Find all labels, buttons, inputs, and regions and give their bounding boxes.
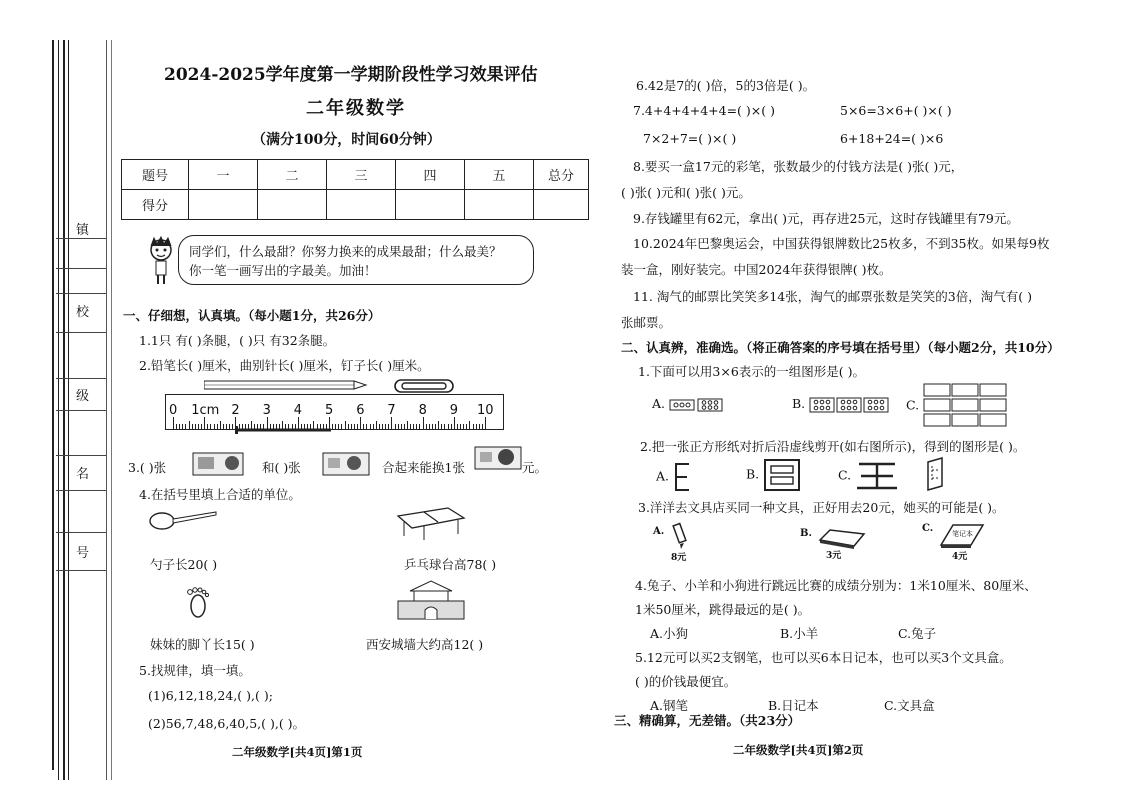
bubble-line-1: 同学们，什么最甜？你努力换来的成果最甜；什么最美？ xyxy=(189,244,502,259)
question-1-3d: 元。 xyxy=(522,460,548,475)
ruler-tick xyxy=(444,424,445,429)
section-2-title: 二、认真辨，准确选。（将正确答案的序号填在括号里）（每小题2分，共10分） xyxy=(621,340,1060,355)
ruler-number: 4 xyxy=(293,403,303,418)
ruler-tick xyxy=(195,424,196,429)
price-label: 8元 xyxy=(671,553,687,563)
option-2-2-a[interactable] xyxy=(656,462,693,492)
option-label: B. xyxy=(746,466,760,482)
ruler-tick xyxy=(441,424,442,429)
ruler-tick xyxy=(201,424,202,429)
score-input-cell[interactable] xyxy=(465,190,534,220)
ruler-tick xyxy=(198,424,199,429)
question-2-3: 3.洋洋去文具店买同一种文具，正好用去20元，她买的可能是( )。 xyxy=(638,500,1005,515)
ruler-tick xyxy=(214,424,215,429)
score-input-cell[interactable] xyxy=(258,190,327,220)
question-2-1: 1.下面可以用3×6表示的一组图形是( )。 xyxy=(638,364,866,379)
ruler-tick xyxy=(388,424,389,429)
option-2-4-a[interactable]: A.小狗 xyxy=(650,626,689,641)
dot-group-icon xyxy=(809,397,891,413)
question-1-1: 1.1只 有( )条腿，( )只 有32条腿。 xyxy=(139,333,336,348)
ruler-tick xyxy=(413,424,414,429)
option-label: C. xyxy=(922,523,934,534)
option-2-1-a[interactable] xyxy=(652,396,725,412)
ruler-tick xyxy=(338,424,339,429)
ruler-tick xyxy=(341,424,342,429)
ruler-tick xyxy=(379,424,380,429)
ruler-tick xyxy=(432,424,433,429)
score-header-cell: 一 xyxy=(189,160,258,190)
ruler-tick xyxy=(391,417,392,429)
question-1-8b: ( )张( )元和( )张( )元。 xyxy=(621,185,751,200)
ruler-tick xyxy=(173,417,174,429)
ruler-tick xyxy=(429,424,430,429)
score-input-cell[interactable] xyxy=(534,190,589,220)
question-2-5b: ( )的价钱最便宜。 xyxy=(635,674,737,689)
ruler-tick xyxy=(454,417,455,429)
ruler-tick xyxy=(345,421,346,429)
ruler-tick xyxy=(204,417,205,429)
ruler-number: 0 xyxy=(169,403,178,418)
exam-subject: 二年级数学 xyxy=(306,98,406,119)
option-2-2-c[interactable] xyxy=(838,461,899,491)
banknote-icon xyxy=(192,449,250,477)
ruler-tick xyxy=(354,424,355,429)
page-footer-1: 二年级数学[共4页]第1页 xyxy=(232,745,363,759)
eraser-icon xyxy=(816,528,866,550)
ruler-tick xyxy=(382,424,383,429)
ruler-tick xyxy=(220,421,221,429)
ruler-tick xyxy=(457,424,458,429)
score-header-cell: 五 xyxy=(465,160,534,190)
question-1-4a: 勺子长20( ) xyxy=(150,557,218,572)
option-2-3-a[interactable] xyxy=(653,522,694,563)
margin-label-number: 号 xyxy=(76,546,90,561)
ruler-number: 2 xyxy=(231,403,240,418)
question-1-3b: 和( )张 xyxy=(262,460,301,475)
option-2-5-a[interactable]: A.钢笔 xyxy=(650,698,689,713)
ruler-tick xyxy=(451,424,452,429)
cut-shape-icon xyxy=(673,462,693,492)
question-1-3a: 3.( )张 xyxy=(128,460,167,475)
ruler-tick xyxy=(395,424,396,429)
cut-shape-icon xyxy=(855,461,899,491)
ruler-tick xyxy=(476,424,477,429)
ruler-tick xyxy=(398,424,399,429)
option-2-3-c[interactable] xyxy=(922,523,987,562)
question-2-4b: 1米50厘米，跳得最远的是( )。 xyxy=(635,602,811,617)
ruler-number: 5 xyxy=(325,403,334,418)
option-2-5-c[interactable]: C.文具盒 xyxy=(884,698,935,713)
score-header-cell: 三 xyxy=(327,160,396,190)
margin-label-school: 校 xyxy=(76,305,90,320)
margin-label-class: 级 xyxy=(76,389,90,404)
price-label: 4元 xyxy=(952,552,968,562)
ruler-tick xyxy=(370,424,371,429)
city-wall-icon xyxy=(394,577,468,621)
option-2-4-b[interactable]: B.小羊 xyxy=(780,626,819,641)
dot-group-icon xyxy=(669,398,725,412)
ruler-tick xyxy=(401,424,402,429)
ruler-tick xyxy=(217,424,218,429)
ruler-tick xyxy=(363,424,364,429)
option-label: C. xyxy=(906,397,920,413)
ruler-tick xyxy=(479,424,480,429)
ruler-tick xyxy=(185,424,186,429)
question-1-11a: 11. 淘气的邮票比笑笑多14张，淘气的邮票张数是笑笑的3倍，淘气有( ) xyxy=(633,289,1032,304)
banknote-icon xyxy=(322,449,374,477)
question-1-4d: 西安城墙大约高12( ) xyxy=(366,637,484,652)
ruler-tick xyxy=(407,421,408,429)
section-3-title: 三、精确算，无差错。（共23分） xyxy=(614,713,801,728)
pen-icon xyxy=(668,522,694,550)
ruler-tick xyxy=(182,424,183,429)
option-2-1-b[interactable] xyxy=(792,396,891,413)
spoon-icon xyxy=(148,506,218,536)
option-2-2-b[interactable] xyxy=(746,458,801,492)
ruler-tick xyxy=(466,424,467,429)
question-1-4c: 妹妹的脚丫长15( ) xyxy=(150,637,255,652)
ruler-tick xyxy=(385,424,386,429)
option-2-4-c[interactable]: C.兔子 xyxy=(898,626,937,641)
ruler-tick xyxy=(438,421,439,429)
banknote-icon xyxy=(474,443,526,473)
option-label: B. xyxy=(800,528,812,539)
score-header-cell: 四 xyxy=(396,160,465,190)
question-1-7a: 7.4+4+4+4+4=( )×( ) xyxy=(633,103,775,118)
option-2-5-b[interactable]: B.日记本 xyxy=(768,698,819,713)
score-header-cell: 总分 xyxy=(534,160,589,190)
ruler-tick xyxy=(366,424,367,429)
question-1-6: 6.42是7的( )倍，5的3倍是( )。 xyxy=(636,78,816,93)
question-1-3c: 合起来能换1张 xyxy=(382,460,465,475)
ruler-tick xyxy=(179,424,180,429)
ruler-tick xyxy=(192,424,193,429)
ruler-number: 10 xyxy=(477,403,494,418)
pencil-icon xyxy=(204,379,368,391)
ruler-tick xyxy=(229,424,230,429)
dot-group-icon xyxy=(923,383,1009,427)
ping-pong-table-icon xyxy=(394,500,468,542)
question-1-4b: 乒乓球台高78( ) xyxy=(404,557,497,572)
question-1-8a: 8.要买一盒17元的彩笔，张数最少的付钱方法是( )张( )元， xyxy=(633,159,964,174)
ruler-tick xyxy=(460,424,461,429)
question-2-2: 2.把一张正方形纸对折后沿虚线剪开(如右图所示)，得到的图形是( )。 xyxy=(640,439,1026,454)
option-label: A. xyxy=(653,526,665,537)
nail-icon xyxy=(235,425,335,435)
question-1-7c: 7×2+7=( )×( ) xyxy=(643,131,737,146)
page-footer-2: 二年级数学[共4页]第2页 xyxy=(733,743,864,757)
option-label: C. xyxy=(838,467,852,483)
option-label: A. xyxy=(652,396,666,411)
ruler-tick xyxy=(232,424,233,429)
folded-paper-icon xyxy=(924,456,948,492)
ruler-tick xyxy=(416,424,417,429)
score-header-cell: 二 xyxy=(258,160,327,190)
ruler-number: 8 xyxy=(418,403,427,418)
price-label: 3元 xyxy=(826,551,842,561)
footprint-icon xyxy=(182,586,212,618)
option-label: B. xyxy=(792,396,806,411)
ruler-tick xyxy=(463,424,464,429)
question-1-4: 4.在括号里填上合适的单位。 xyxy=(139,487,301,502)
score-table xyxy=(121,159,589,220)
question-1-2: 2.铅笔长( )厘米，曲别针长( )厘米，钉子长( )厘米。 xyxy=(139,358,430,373)
ruler-tick xyxy=(473,424,474,429)
section-1-title: 一、仔细想，认真填。（每小题1分，共26分） xyxy=(123,308,381,323)
ruler-tick xyxy=(482,424,483,429)
ruler-tick xyxy=(207,424,208,429)
exam-title: 2024-2025学年度第一学期阶段性学习效果评估 xyxy=(164,65,538,85)
score-input-cell[interactable] xyxy=(327,190,396,220)
ruler-number: 6 xyxy=(356,403,365,418)
ruler-number: 7 xyxy=(387,403,396,418)
paperclip-icon xyxy=(394,378,456,394)
margin-label-name: 名 xyxy=(76,467,90,482)
encouragement-bubble xyxy=(178,235,534,285)
score-row-label: 得分 xyxy=(122,190,189,220)
ruler-tick xyxy=(176,424,177,429)
option-label: A. xyxy=(656,468,670,484)
ruler-tick xyxy=(469,421,470,429)
ruler-tick xyxy=(351,424,352,429)
option-2-2-d[interactable] xyxy=(906,456,948,492)
question-1-10a: 10.2024年巴黎奥运会，中国获得银牌数比25枚多，不到35枚。如果每9枚 xyxy=(633,236,1050,251)
ruler-tick xyxy=(335,424,336,429)
ruler-tick xyxy=(210,424,211,429)
cut-shape-icon xyxy=(763,458,801,492)
ruler-tick xyxy=(404,424,405,429)
ruler-number: 9 xyxy=(449,403,459,418)
question-1-5-2: (2)56,7,48,6,40,5,( ),( )。 xyxy=(148,716,306,731)
ruler-tick xyxy=(373,424,374,429)
ruler-tick xyxy=(189,421,190,429)
margin-label-town: 镇 xyxy=(76,223,90,238)
question-1-10b: 装一盒，刚好装完。中国2024年获得银牌( )枚。 xyxy=(621,262,892,277)
option-2-1-c[interactable] xyxy=(906,383,1009,427)
ruler-tick xyxy=(376,421,377,429)
ruler-tick xyxy=(223,424,224,429)
ruler-tick xyxy=(357,424,358,429)
ruler-tick xyxy=(419,424,420,429)
question-1-7d: 6+18+24=( )×6 xyxy=(840,131,944,146)
ruler-tick xyxy=(360,417,361,429)
notebook-label: 笔记本 xyxy=(952,530,973,538)
ruler-tick xyxy=(423,417,424,429)
question-1-5-1: (1)6,12,18,24,( ),( ); xyxy=(148,688,273,703)
score-input-cell[interactable] xyxy=(396,190,465,220)
score-header-cell: 题号 xyxy=(122,160,189,190)
ruler-tick xyxy=(426,424,427,429)
ruler-number: 1cm xyxy=(191,403,220,418)
option-2-3-b[interactable] xyxy=(800,528,866,561)
question-1-5: 5.找规律，填一填。 xyxy=(139,663,251,678)
ruler-tick xyxy=(448,424,449,429)
cartoon-kid-icon xyxy=(146,236,176,288)
ruler-tick xyxy=(348,424,349,429)
question-2-4a: 4.兔子、小羊和小狗进行跳远比赛的成绩分别为：1米10厘米、80厘米、 xyxy=(635,578,1037,593)
question-1-9: 9.存钱罐里有62元，拿出( )元，再存进25元，这时存钱罐里有79元。 xyxy=(633,211,1019,226)
ruler-tick xyxy=(226,424,227,429)
ruler-tick xyxy=(410,424,411,429)
score-note: （满分100分，时间60分钟） xyxy=(252,132,441,148)
bubble-line-2: 你一笔一画写出的字最美。加油！ xyxy=(189,263,377,278)
score-input-cell[interactable] xyxy=(189,190,258,220)
ruler-number: 3 xyxy=(262,403,271,418)
ruler-tick xyxy=(435,424,436,429)
question-2-5a: 5.12元可以买2支钢笔，也可以买6本日记本，也可以买3个文具盒。 xyxy=(635,650,1012,665)
question-1-11b: 张邮票。 xyxy=(621,315,672,330)
ruler-tick xyxy=(485,417,486,429)
question-1-7b: 5×6=3×6+( )×( ) xyxy=(840,103,952,118)
